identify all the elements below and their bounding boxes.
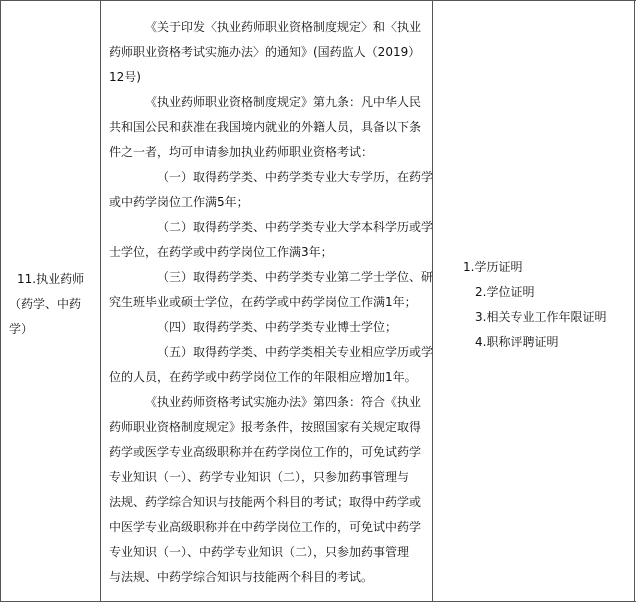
column-divider-1 [100, 1, 101, 602]
policy-line: 《执业药师职业资格制度规定》第九条：凡中华人民 [145, 95, 422, 109]
policy-line: （二）取得药学类、中药学类专业大学本科学历或学 [157, 220, 434, 234]
policy-line: （四）取得药学类、中药学类专业博士学位； [157, 320, 398, 334]
policy-line: 与法规、中药学综合知识与技能两个科目的考试。 [109, 570, 374, 584]
policy-line: （五）取得药学类、中药学类相关专业相应学历或学 [157, 345, 434, 359]
policy-line: 法规、药学综合知识与技能两个科目的考试；取得中药学或 [109, 495, 422, 509]
policy-line: 或中药学岗位工作满5年； [109, 195, 249, 209]
policy-text-cell [109, 15, 434, 590]
column-divider-2 [432, 1, 433, 602]
document-item: 3.相关专业工作年限证明 [475, 310, 607, 324]
column-divider-3 [634, 1, 635, 602]
profession-cell [9, 267, 99, 342]
policy-line: 位的人员，在药学或中药学岗位工作的年限相应增加1年。 [109, 370, 417, 384]
policy-line: 究生班毕业或硕士学位，在药学或中药学岗位工作满1年； [109, 295, 417, 309]
policy-line: 中医学专业高级职称并在中药学岗位工作的，可免试中药学 [109, 520, 422, 534]
document-item: 1.学历证明 [463, 260, 523, 274]
policy-line: 药师职业资格考试实施办法〉的通知》(国药监人（2019） [109, 45, 421, 59]
policy-line: 《关于印发〈执业药师职业资格制度规定〉和〈执业 [145, 20, 422, 34]
policy-line: 专业知识（一）、药学专业知识（二），只参加药事管理与 [109, 470, 410, 484]
policy-line: 共和国公民和获准在我国境内就业的外籍人员，具备以下条 [109, 120, 422, 134]
document-item: 2.学位证明 [475, 285, 535, 299]
policy-line: 士学位，在药学或中药学岗位工作满3年； [109, 245, 333, 259]
policy-line: 药学或医学专业高级职称并在药学岗位工作的，可免试药学 [109, 445, 422, 459]
document-item: 4.职称评聘证明 [475, 335, 559, 349]
policy-line: 12号) [109, 70, 141, 84]
policy-line: 件之一者，均可申请参加执业药师职业资格考试： [109, 145, 374, 159]
profession-line-3: 学） [9, 322, 34, 336]
profession-line-1: 11.执业药师 [17, 272, 85, 286]
required-documents-cell [463, 255, 633, 355]
profession-line-2: （药学、中药 [9, 297, 82, 311]
policy-line: （三）取得药学类、中药学类专业第二学士学位、研 [157, 270, 434, 284]
policy-line: 专业知识（一）、中药学专业知识（二），只参加药事管理 [109, 545, 410, 559]
policy-line: 《执业药师资格考试实施办法》第四条：符合《执业 [145, 395, 422, 409]
policy-line: 药师职业资格制度规定》报考条件，按照国家有关规定取得 [109, 420, 422, 434]
policy-line: （一）取得药学类、中药学类专业大专学历，在药学 [157, 170, 434, 184]
